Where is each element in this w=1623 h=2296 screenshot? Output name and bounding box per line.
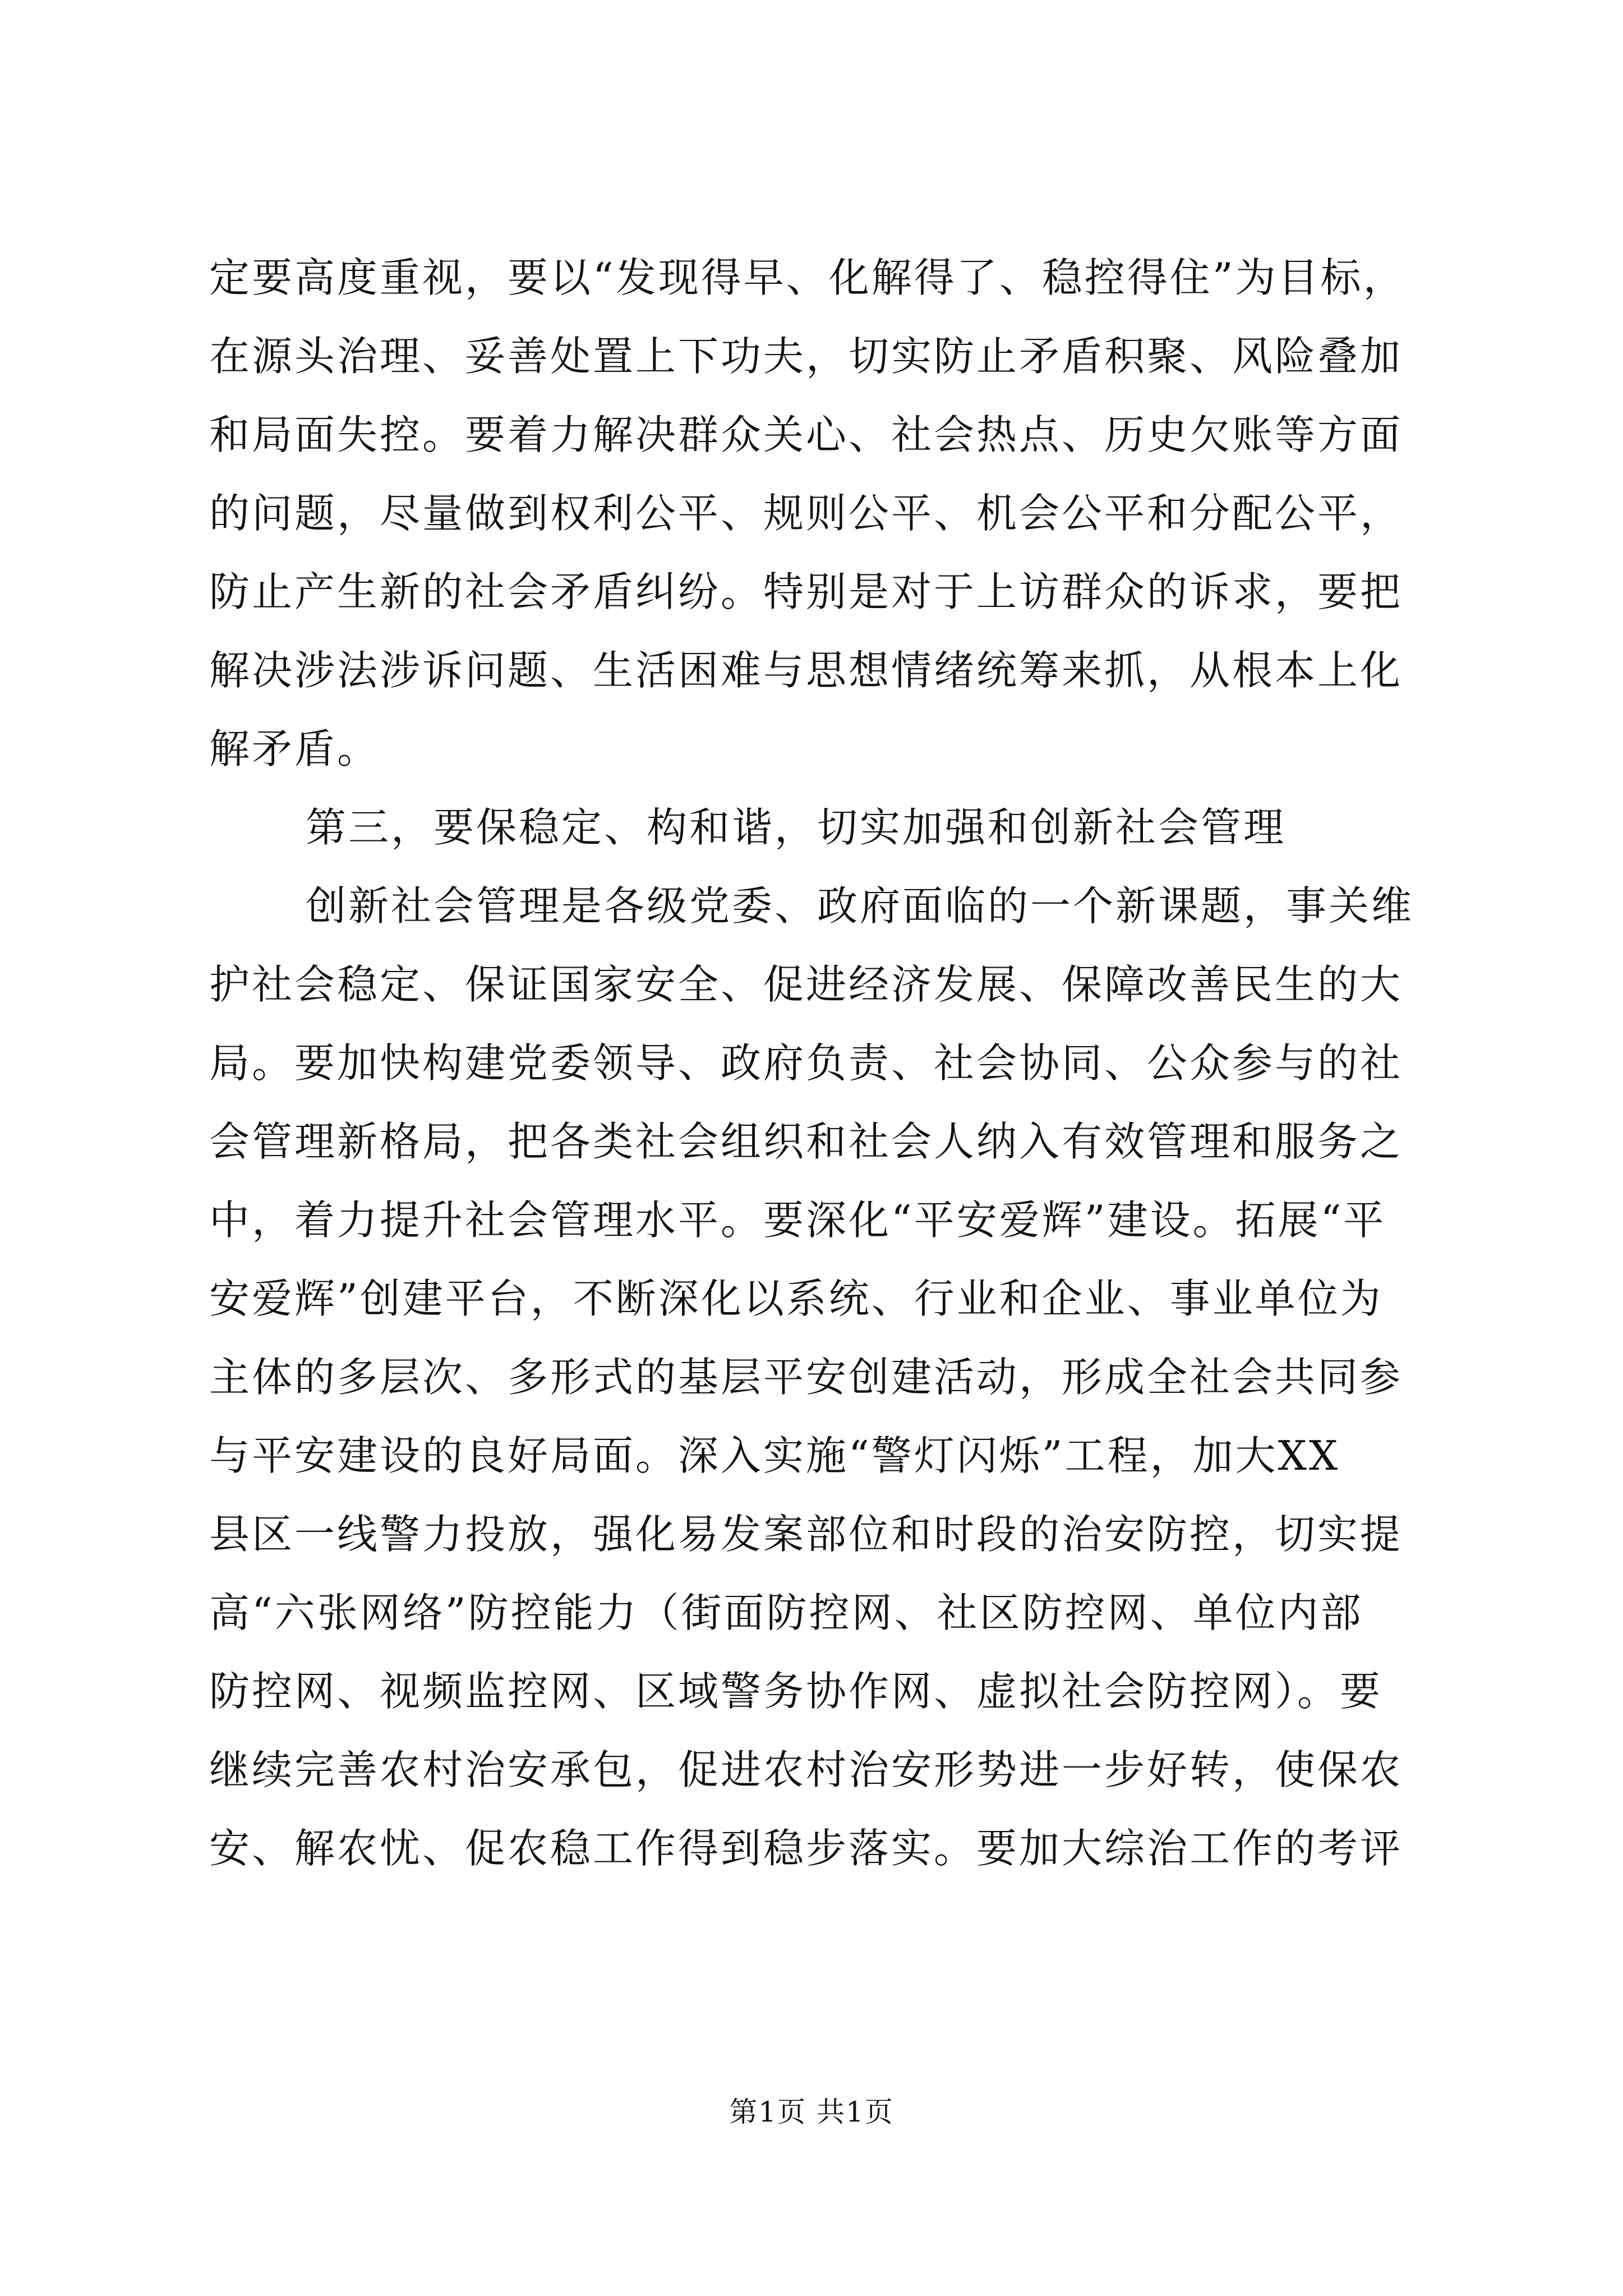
section-heading: 第三，要保稳定、构和谐，切实加强和创新社会管理 [306, 804, 1287, 851]
text-line: 护社会稳定、保证国家安全、促进经济发展、保障改善民生的大 [209, 961, 1403, 1008]
text-line: 高“六张网络”防控能力（街面防控网、社区防控网、单位内部 [209, 1589, 1363, 1636]
text-line: 定要高度重视，要以“发现得早、化解得了、稳控得住”为目标， [209, 254, 1406, 301]
text-line: 的问题，尽量做到权利公平、规则公平、机会公平和分配公平， [209, 490, 1403, 537]
text-line: 和局面失控。要着力解决群众关心、社会热点、历史欠账等方面 [209, 411, 1403, 458]
text-line: 安、解农忧、促农稳工作得到稳步落实。要加大综治工作的考评 [209, 1825, 1403, 1872]
text-line: 在源头治理、妥善处置上下功夫，切实防止矛盾积聚、风险叠加 [209, 333, 1403, 380]
text-line: 安爱辉”创建平台，不断深化以系统、行业和企业、事业单位为 [209, 1275, 1383, 1322]
text-line: 继续完善农村治安承包，促进农村治安形势进一步好转，使保农 [209, 1746, 1403, 1793]
text-line: 防控网、视频监控网、区域警务协作网、虚拟社会防控网）。要 [209, 1668, 1383, 1715]
paragraph-first-line: 创新社会管理是各级党委、政府面临的一个新课题，事关维 [306, 882, 1414, 930]
text-line: 主体的多层次、多形式的基层平安创建活动，形成全社会共同参 [209, 1354, 1403, 1401]
text-line: 与平安建设的良好局面。深入实施“警灯闪烁”工程，加大XX [209, 1432, 1340, 1479]
text-line: 局。要加快构建党委领导、政府负责、社会协同、公众参与的社 [209, 1039, 1403, 1087]
text-line: 解决涉法涉诉问题、生活困难与思想情绪统筹来抓，从根本上化 [209, 647, 1403, 694]
text-line: 中，着力提升社会管理水平。要深化“平安爱辉”建设。拓展“平 [209, 1197, 1386, 1244]
text-line: 县区一线警力投放，强化易发案部位和时段的治安防控，切实提 [209, 1511, 1403, 1558]
text-line: 防止产生新的社会矛盾纠纷。特别是对于上访群众的诉求，要把 [209, 568, 1403, 615]
text-line: 会管理新格局，把各类社会组织和社会人纳入有效管理和服务之 [209, 1118, 1403, 1165]
text-line: 解矛盾。 [209, 725, 380, 772]
page-number-footer: 第1页 共1页 [729, 2096, 894, 2128]
